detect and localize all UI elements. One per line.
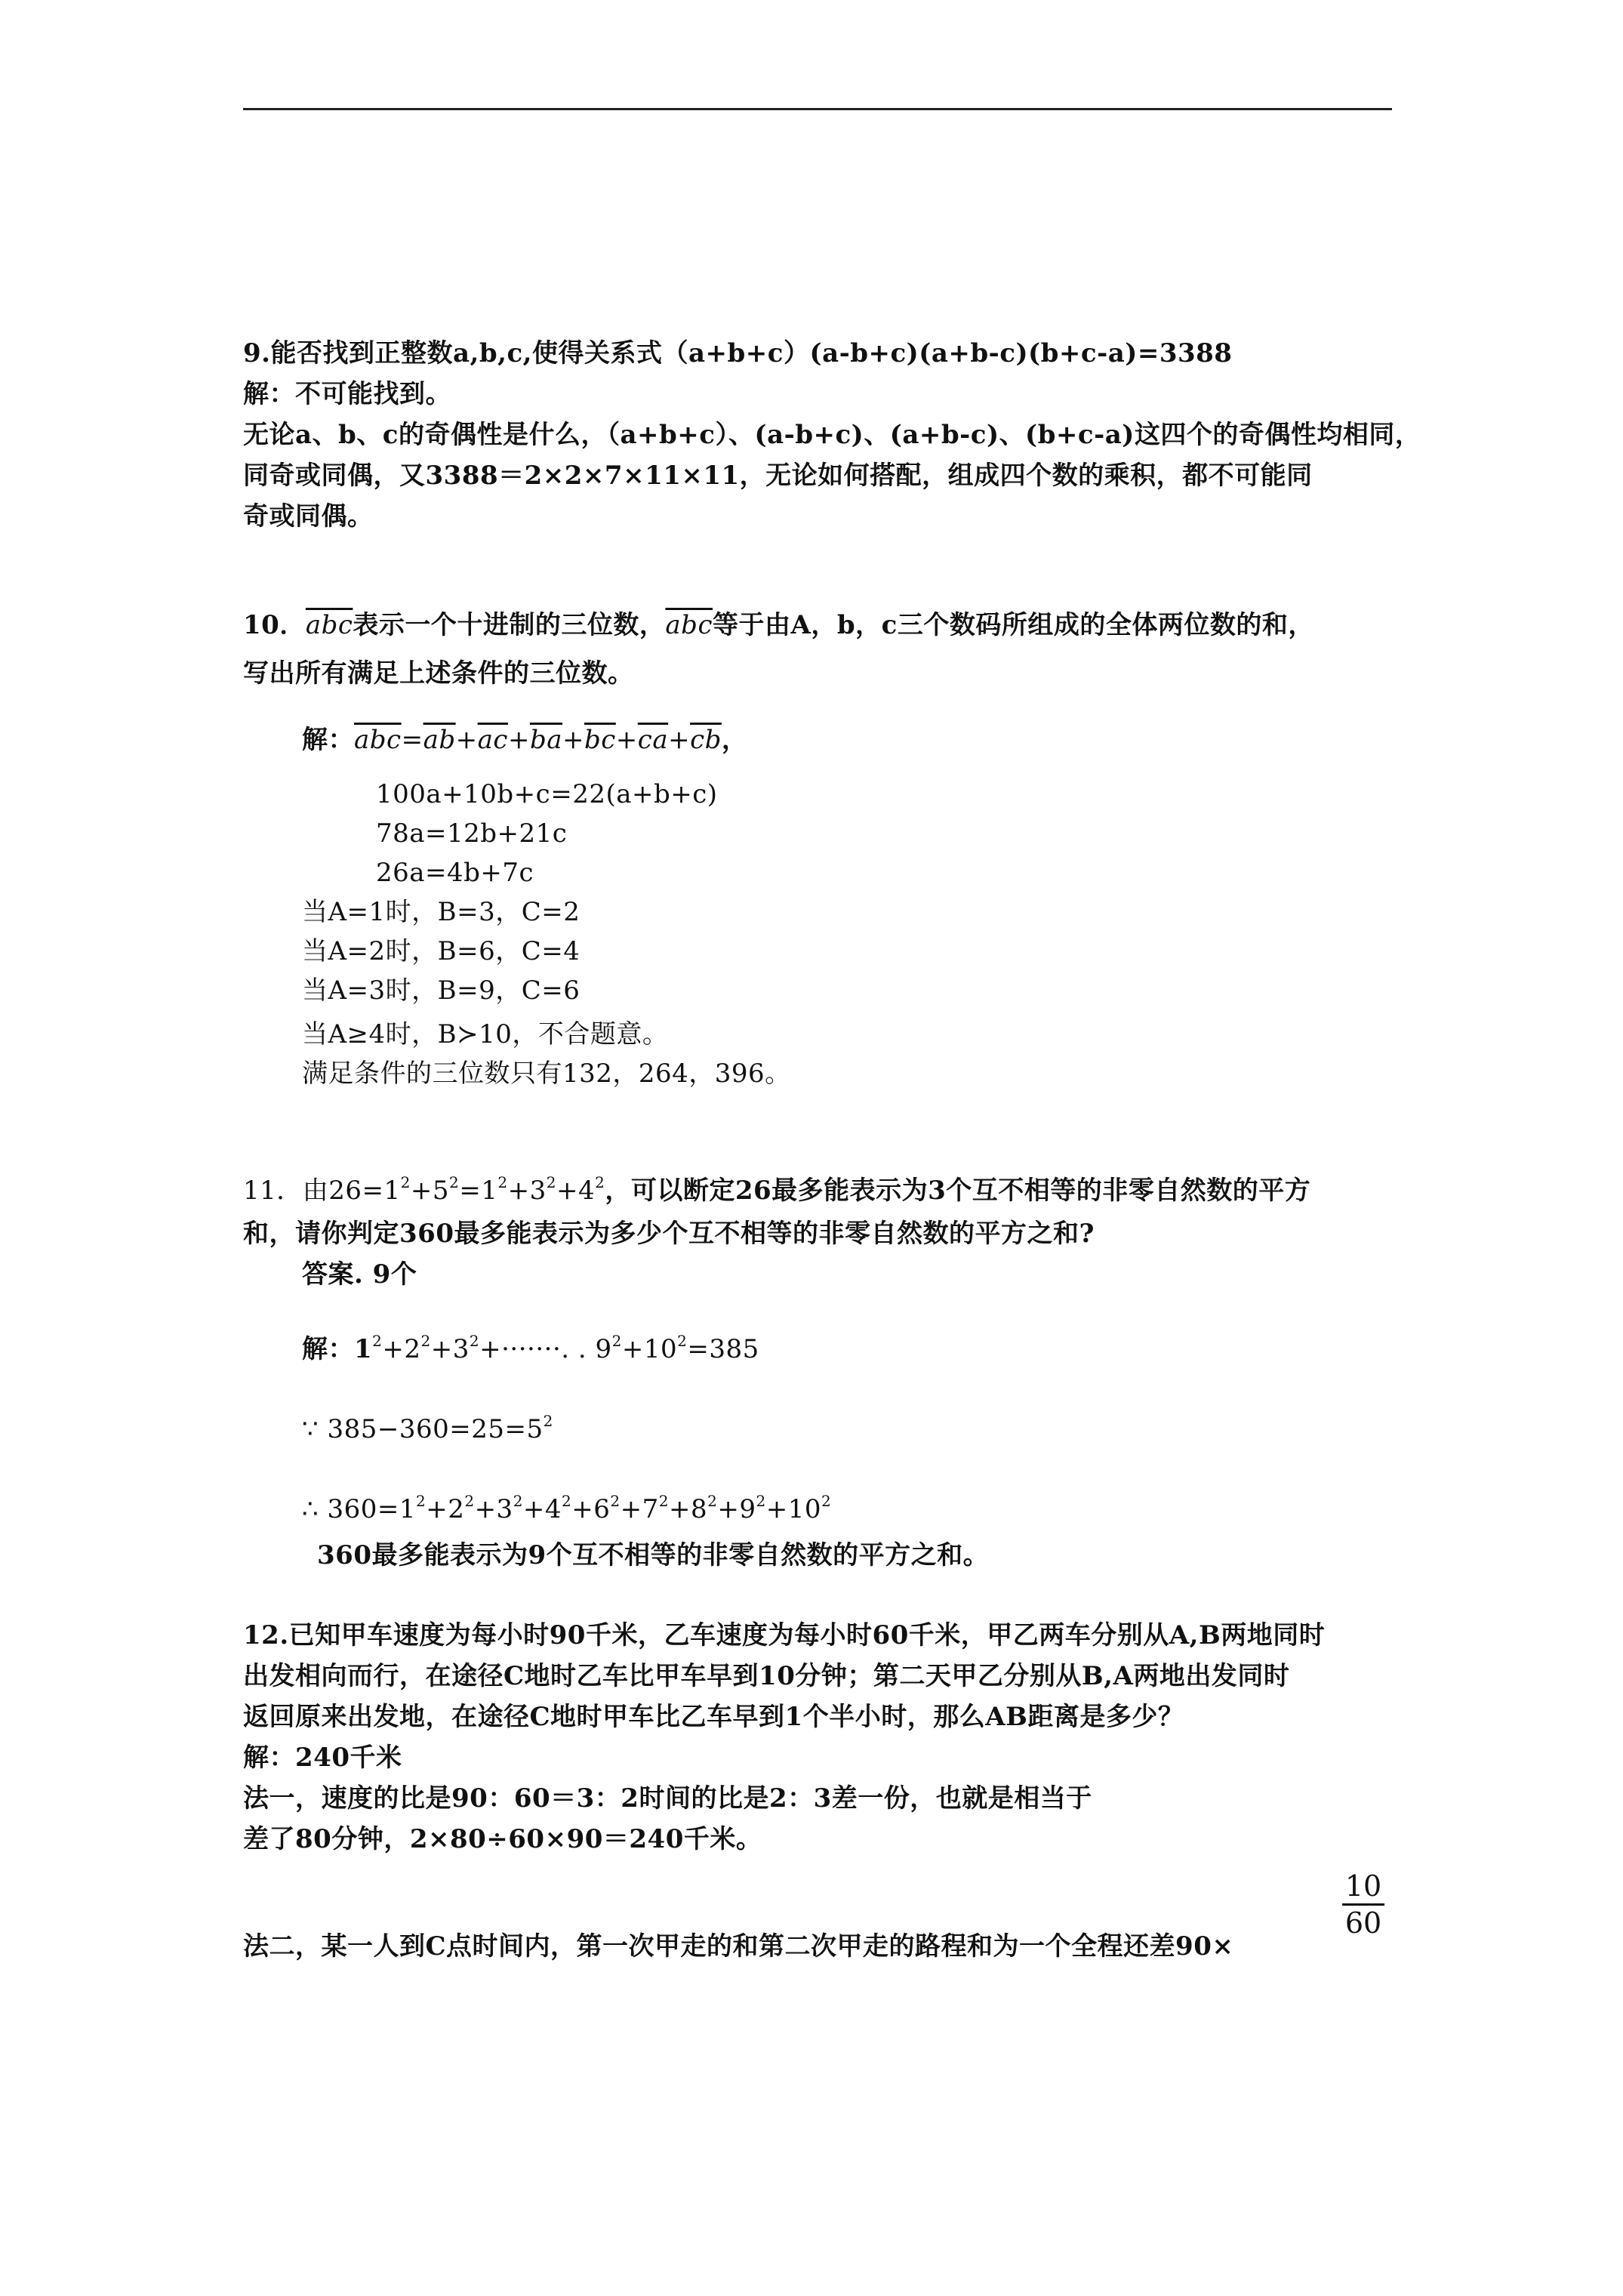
q11-conclusion: 360最多能表示为9个互不相等的非零自然数的平方之和。 <box>317 1540 990 1570</box>
q12-line1: 12.已知甲车速度为每小时90千米，乙车速度为每小时60千米，甲乙两车分别从A,B两地同时 <box>243 1620 1326 1650</box>
q10-abc-overline: $\overline{abc}$ <box>305 610 353 640</box>
q10-case4: 当A≥4时，B≻10，不合题意。 <box>302 1019 669 1049</box>
q10-eq-ca: $\overline{ca}$ <box>637 725 669 755</box>
q9-body-line3: 奇或同偶。 <box>243 501 374 532</box>
q9-question: 9.能否找到正整数a,b,c,使得关系式（a+b+c）(a-b+c)(a+b-c)(b+c-a)=3388 <box>243 338 1233 368</box>
q10-text2: 等于由A，b，c三个数码所组成的全体两位数的和， <box>712 610 1314 640</box>
q11-solution: 解：$1^2+2^2+3^2+\cdot\cdot\cdot\cdot\cdot\cdot\cdot$. . $9^2+10^2=385$ <box>302 1332 759 1364</box>
q12-line3: 返回原来出发地，在途径C地时甲车比乙车早到1个半小时，那么AB距离是多少？ <box>243 1702 1184 1732</box>
q12-answer: 解：240千米 <box>243 1743 402 1773</box>
q12-method1-a: 法一，速度的比是90：60＝3：2时间的比是2：3差一份，也就是相当于 <box>243 1783 1092 1814</box>
q10-eq-abc: $\overline{abc}$ <box>354 725 402 755</box>
q10-case1: 当A=1时，B=3，C=2 <box>302 897 581 927</box>
q9-body-line2: 同奇或同偶，又3388＝2×2×7×11×11，无论如何搭配，组成四个数的乘积，都不可能同 <box>243 461 1313 491</box>
header-rule <box>243 108 1392 110</box>
q11-line1: 11．由$26=1^2+5^2=1^2+3^2+4^2$，可以断定26最多能表示为3个互不相等的非零自然数的平方 <box>243 1173 1311 1206</box>
fraction-numerator: 10 <box>1342 1869 1384 1906</box>
q10-line1 <box>243 609 1314 642</box>
q10-abc-overline-2: $\overline{abc}$ <box>665 610 713 640</box>
q10-eq-ab: $\overline{ab}$ <box>423 725 456 755</box>
q12-line2: 出发相向而行，在途径C地时乙车比甲车早到10分钟；第二天甲乙分别从B,A两地出发同时 <box>243 1661 1290 1691</box>
q10-step1: 100a+10b+c=22(a+b+c) <box>376 779 718 809</box>
q10-step2: 78a=12b+21c <box>376 818 568 849</box>
q10-step3: 26a=4b+7c <box>376 858 534 888</box>
q10-conclusion: 满足条件的三位数只有132，264，396。 <box>302 1059 791 1089</box>
q10-solution-equation: 解：$\overline{abc}=\overline{ab}+\overline{ac}+\overline{ba}+\overline{bc}+\overline{ca}+\overline{cb}$， <box>302 725 748 755</box>
q9-body-line1: 无论a、b、c的奇偶性是什么，（a+b+c）、(a-b+c)、(a+b-c)、(b+c-a)这四个的奇偶性均相同， <box>243 420 1421 450</box>
q11-answer: 答案. 9个 <box>302 1259 417 1290</box>
q10-case2: 当A=2时，B=6，C=4 <box>302 936 581 966</box>
fraction-denominator: 60 <box>1344 1906 1382 1940</box>
q10-sol-label: 解： <box>302 725 354 755</box>
q12-method2: 法二，某一人到C点时间内，第一次甲走的和第二次甲走的路程和为一个全程还差90× <box>243 1931 1234 1962</box>
q12-method1-b: 差了80分钟，2×80÷60×90＝240千米。 <box>243 1824 762 1854</box>
q10-number: 10． <box>243 610 306 640</box>
q10-eq-bc: $\overline{bc}$ <box>584 725 616 755</box>
q10-eq-cb: $\overline{cb}$ <box>690 725 722 755</box>
q10-eq-ba: $\overline{ba}$ <box>529 725 562 755</box>
q10-eq-ac: $\overline{ac}$ <box>477 725 508 755</box>
q10-case3: 当A=3时，B=9，C=6 <box>302 975 581 1006</box>
q9-answer: 解：不可能找到。 <box>243 379 451 409</box>
q10-text1: 表示一个十进制的三位数， <box>353 610 666 640</box>
q10-line2: 写出所有满足上述条件的三位数。 <box>243 658 634 689</box>
q12-fraction <box>1342 1869 1384 1940</box>
q11-therefore: ∴ $360=1^2+2^2+3^2+4^2+6^2+7^2+8^2+9^2+10^2$ <box>302 1492 832 1524</box>
q11-line2: 和，请你判定360最多能表示为多少个互不相等的非零自然数的平方之和? <box>243 1219 1095 1249</box>
q11-because: ∵ $385-360=25=5^2$ <box>302 1412 553 1444</box>
